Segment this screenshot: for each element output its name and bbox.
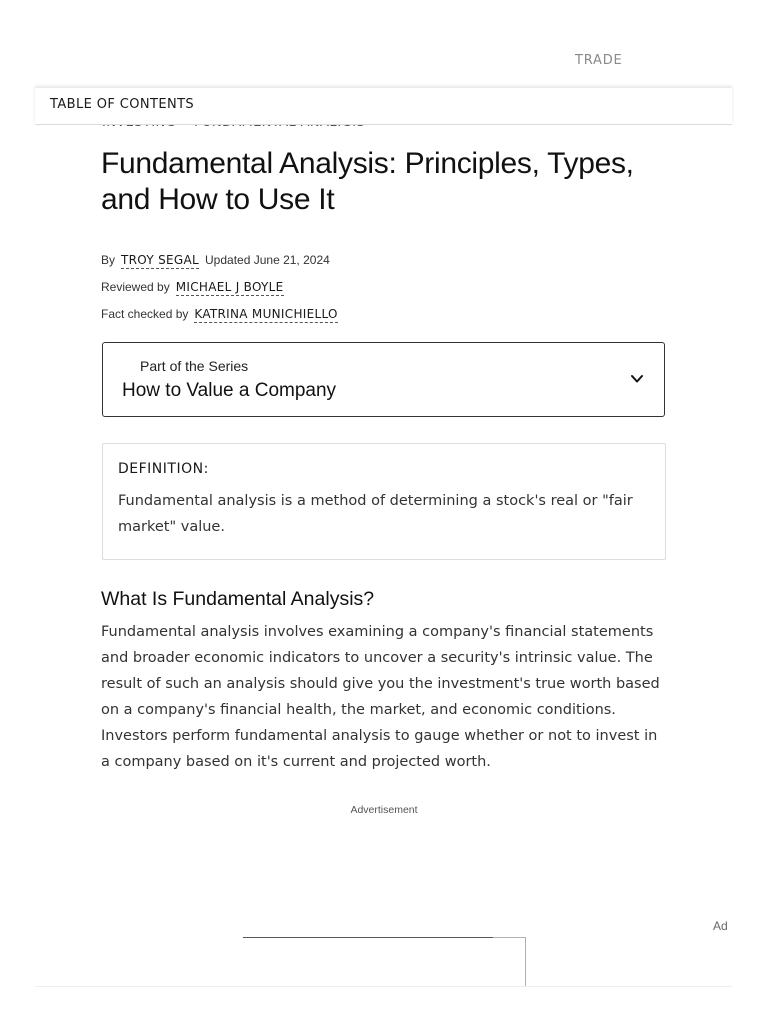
definition-box <box>102 443 666 560</box>
table-of-contents-label[interactable]: TABLE OF CONTENTS <box>50 97 195 112</box>
ad-badge[interactable]: Ad <box>713 919 728 933</box>
trade-nav-link[interactable]: TRADE <box>575 53 623 68</box>
series-dropdown[interactable] <box>102 342 665 417</box>
byline-reviewer-row <box>101 280 284 296</box>
author-link[interactable]: TROY SEGAL <box>121 253 200 267</box>
byline-reviewed-prefix: Reviewed by <box>101 280 170 294</box>
series-name: How to Value a Company <box>122 380 337 401</box>
bottom-divider <box>35 986 732 987</box>
fact-checker-link[interactable]: KATRINA MUNICHIELLO <box>194 307 338 321</box>
definition-label <box>118 461 209 477</box>
byline-factcheck-prefix: Fact checked by <box>101 307 189 321</box>
byline-by-prefix: By <box>101 253 116 267</box>
section-heading: What Is Fundamental Analysis? <box>101 588 375 610</box>
definition-text: Fundamental analysis is a method of determining a stock's real or "fair market" value. <box>118 493 633 535</box>
advertisement-label: Advertisement <box>350 804 418 816</box>
ad-frame-top-accent <box>493 937 526 938</box>
updated-date: Updated June 21, 2024 <box>205 253 330 267</box>
reviewer-link[interactable]: MICHAEL J BOYLE <box>175 280 284 294</box>
page-title: Fundamental Analysis: Principles, Types, and How to Use It <box>101 147 634 216</box>
definition-label-text: DEFINITION <box>118 461 204 477</box>
ad-frame-top-border <box>243 937 526 938</box>
table-of-contents-bar[interactable] <box>35 88 732 125</box>
byline-factcheck-row <box>101 307 338 323</box>
chevron-down-icon[interactable] <box>630 372 644 386</box>
definition-label-colon: : <box>203 461 209 477</box>
ad-frame-right-border <box>525 937 526 987</box>
ad-frame[interactable] <box>243 937 526 987</box>
byline-author-row <box>101 253 330 269</box>
series-kicker: Part of the Series <box>140 358 249 374</box>
section-body: Fundamental analysis involves examining a company's financial statements and broader economic indicators to uncover a security's intrinsic value. The result of such an analysis should give you the investment's true worth based on a company's financial health, the market, and economic conditions. Investors perform fundamental analysis to gauge whether or not to invest in a company based on it's current and projected worth. <box>101 624 660 770</box>
